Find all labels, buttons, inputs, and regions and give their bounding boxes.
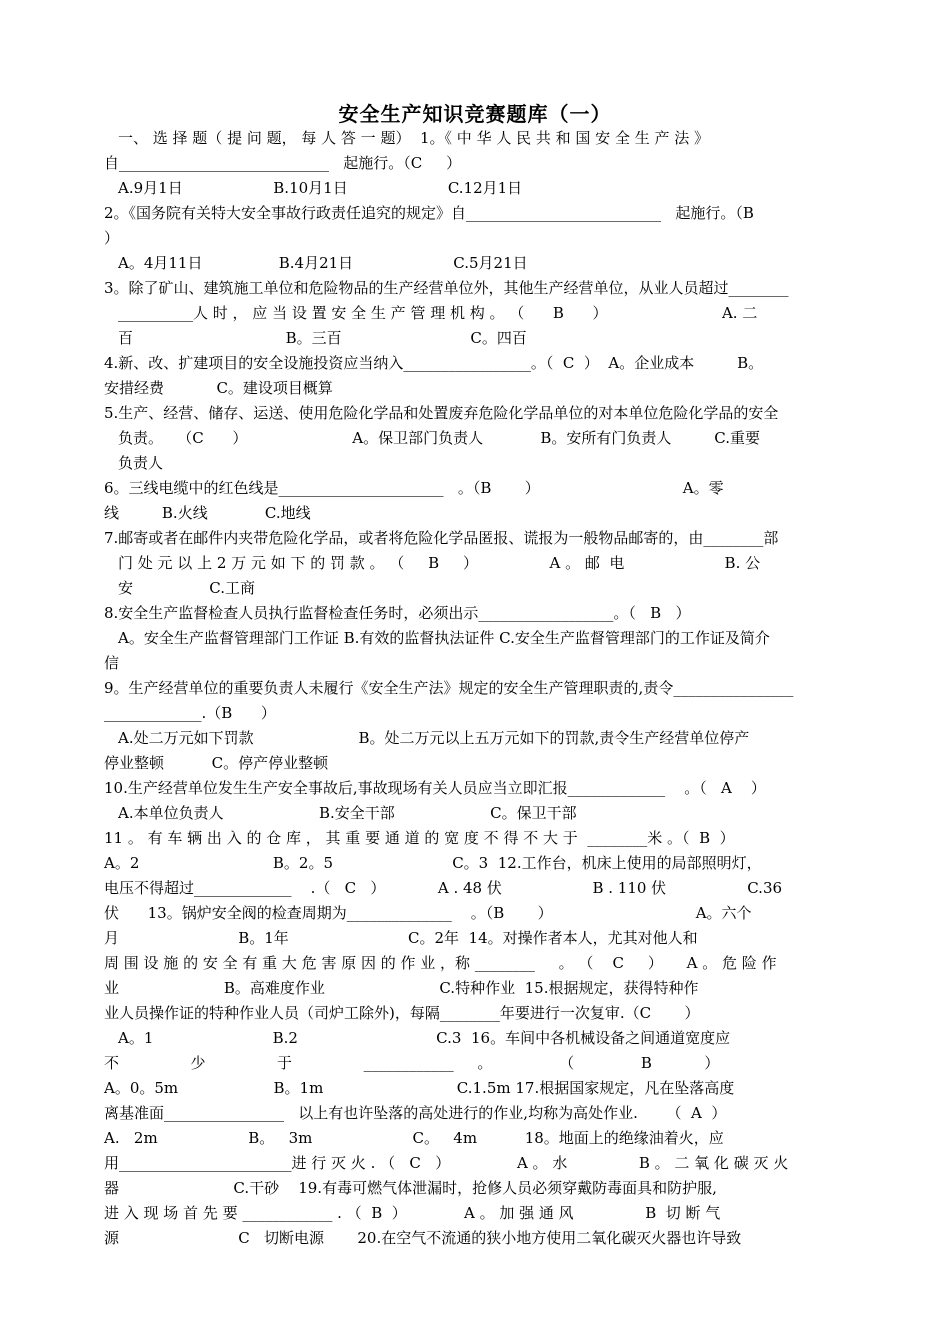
text-line: 负责。 （C ） A。保卫部门负责人 B。安所有门负责人 C.重要 [118, 429, 760, 447]
text-line: A.本单位负责人 B.安全干部 C。保卫干部 [118, 804, 577, 822]
text-line: 负责人 [118, 454, 164, 472]
text-line: A。2 B。2。5 C。3 12.工作台，机床上使用的局部照明灯， [104, 854, 762, 872]
text-line: 信 [104, 654, 120, 672]
text-line: A。0。5m B。1m C.1.5m 17.根据国家规定，凡在坠落高度 [104, 1079, 735, 1097]
text-line: 2。《国务院有关特大安全事故行政责任追究的规定》自__________________________ 起施行。（B [104, 204, 754, 222]
text-line: 百 B。三百 C。四百 [118, 329, 527, 347]
text-line: 停业整顿 C。停产停业整顿 [104, 754, 329, 772]
text-line: 门 处 元 以 上 2 万 元 如 下 的 罚 款 。 （ B ） A 。 邮 电 B. 公 [118, 554, 761, 572]
text-line: 业 B。高难度作业 C.特种作业 15.根据规定，获得特种作 [104, 979, 699, 997]
text-line: A。4月11日 B.4月21日 C.5月21日 [118, 254, 528, 272]
text-line: A.处二万元如下罚款 B。处二万元以上五万元如下的罚款,责令生产经营单位停产 [118, 729, 750, 747]
text-line: 离基准面________________ 以上有也许坠落的高处进行的作业,均称为高处作业. （ A ） [104, 1104, 727, 1122]
text-line: _____________.（B ） [104, 704, 276, 722]
text-line: 6。三线电缆中的红色线是______________________ 。（B ） A。零 [104, 479, 724, 497]
text-line: 进 入 现 场 首 先 要 ____________ . （ B ） A 。 加 强 通 风 B 切 断 气 [104, 1204, 721, 1222]
text-line: 10.生产经营单位发生生产安全事故后,事故现场有关人员应当立即汇报_____________ 。（ A ） [104, 779, 766, 797]
text-line: 8.安全生产监督检查人员执行监督检查任务时，必须出示__________________。（ B ） [104, 604, 691, 622]
text-line: 3。除了矿山、建筑施工单位和危险物品的生产经营单位外，其他生产经营单位，从业人员超过________ [104, 279, 789, 297]
text-line: 不 少 于 ____________ 。 （ B ） [104, 1054, 720, 1072]
text-line: 一、 选 择 题（ 提 问 题， 每 人 答 一 题） 1。《 中 华 人 民 共 和 国 安 全 生 产 法 》 [118, 129, 710, 147]
text-line: 伏 13。锅炉安全阀的检查周期为______________ 。（B ） A。六个 [104, 904, 752, 922]
text-line: 9。生产经营单位的重要负责人未履行《安全生产法》规定的安全生产管理职责的,责令________________ [104, 679, 794, 697]
text-line: A. 2m B。 3m C。 4m 18。地面上的绝缘油着火，应 [104, 1129, 724, 1147]
text-line: __________人 时 ， 应 当 设 置 安 全 生 产 管 理 机 构 。 （ B ） A. 二 [118, 304, 758, 322]
text-line: 周 围 设 施 的 安 全 有 重 大 危 害 原 因 的 作 业 ，称 ________ 。 （ C ） A 。 危 险 作 [104, 954, 777, 972]
text-line: 业人员操作证的特种作业人员（司炉工除外)，每隔________年要进行一次复审.（C ） [104, 1004, 700, 1022]
text-line: 安 C.工商 [118, 579, 255, 597]
text-line: 安措经费 C。建设项目概算 [104, 379, 333, 397]
text-line: A。1 B.2 C.3 16。车间中各机械设备之间通道宽度应 [118, 1029, 731, 1047]
text-line: 5.生产、经营、储存、运送、使用危险化学品和处置废弃危险化学品单位的对本单位危险化学品的安全 [104, 404, 779, 422]
text-line: ） [104, 229, 120, 247]
text-line: 源 C 切断电源 20.在空气不流通的狭小地方使用二氧化碳灭火器也许导致 [104, 1229, 742, 1247]
text-line: 器 C.干砂 19.有毒可燃气体泄漏时，抢修人员必须穿戴防毒面具和防护服, [104, 1179, 717, 1197]
text-line: 自____________________________ 起施行。（C ） [104, 154, 462, 172]
text-line: 4.新、改、扩建项目的安全设施投资应当纳入_________________。（ C ） A。企业成本 B。 [104, 354, 764, 372]
text-line: 用_______________________进 行 灭 火 . （ C ） A 。 水 B 。 二 氧 化 碳 灭 火 [104, 1154, 789, 1172]
text-line: 11 。 有 车 辆 出 入 的 仓 库 ， 其 重 要 通 道 的 宽 度 不 得 不 大 于 ________米 。（ B ） [104, 829, 735, 847]
text-line: A.9月1日 B.10月1日 C.12月1日 [118, 179, 523, 197]
page-title: 安全生产知识竞赛题库（一） [338, 102, 612, 126]
text-line: A。安全生产监督管理部门工作证 B.有效的监督执法证件 C.安全生产监督管理部门的工作证及简介 [118, 629, 770, 647]
text-line: 7.邮寄或者在邮件内夹带危险化学品，或者将危险化学品匿报、谎报为一般物品邮寄的，由________部 [104, 529, 779, 547]
text-line: 月 B。1年 C。2年 14。对操作者本人，尤其对他人和 [104, 929, 698, 947]
text-line: 电压不得超过_____________ .（ C ） A . 48 伏 B . 110 伏 C.36 [104, 879, 783, 897]
text-line: 线 B.火线 C.地线 [104, 504, 311, 522]
